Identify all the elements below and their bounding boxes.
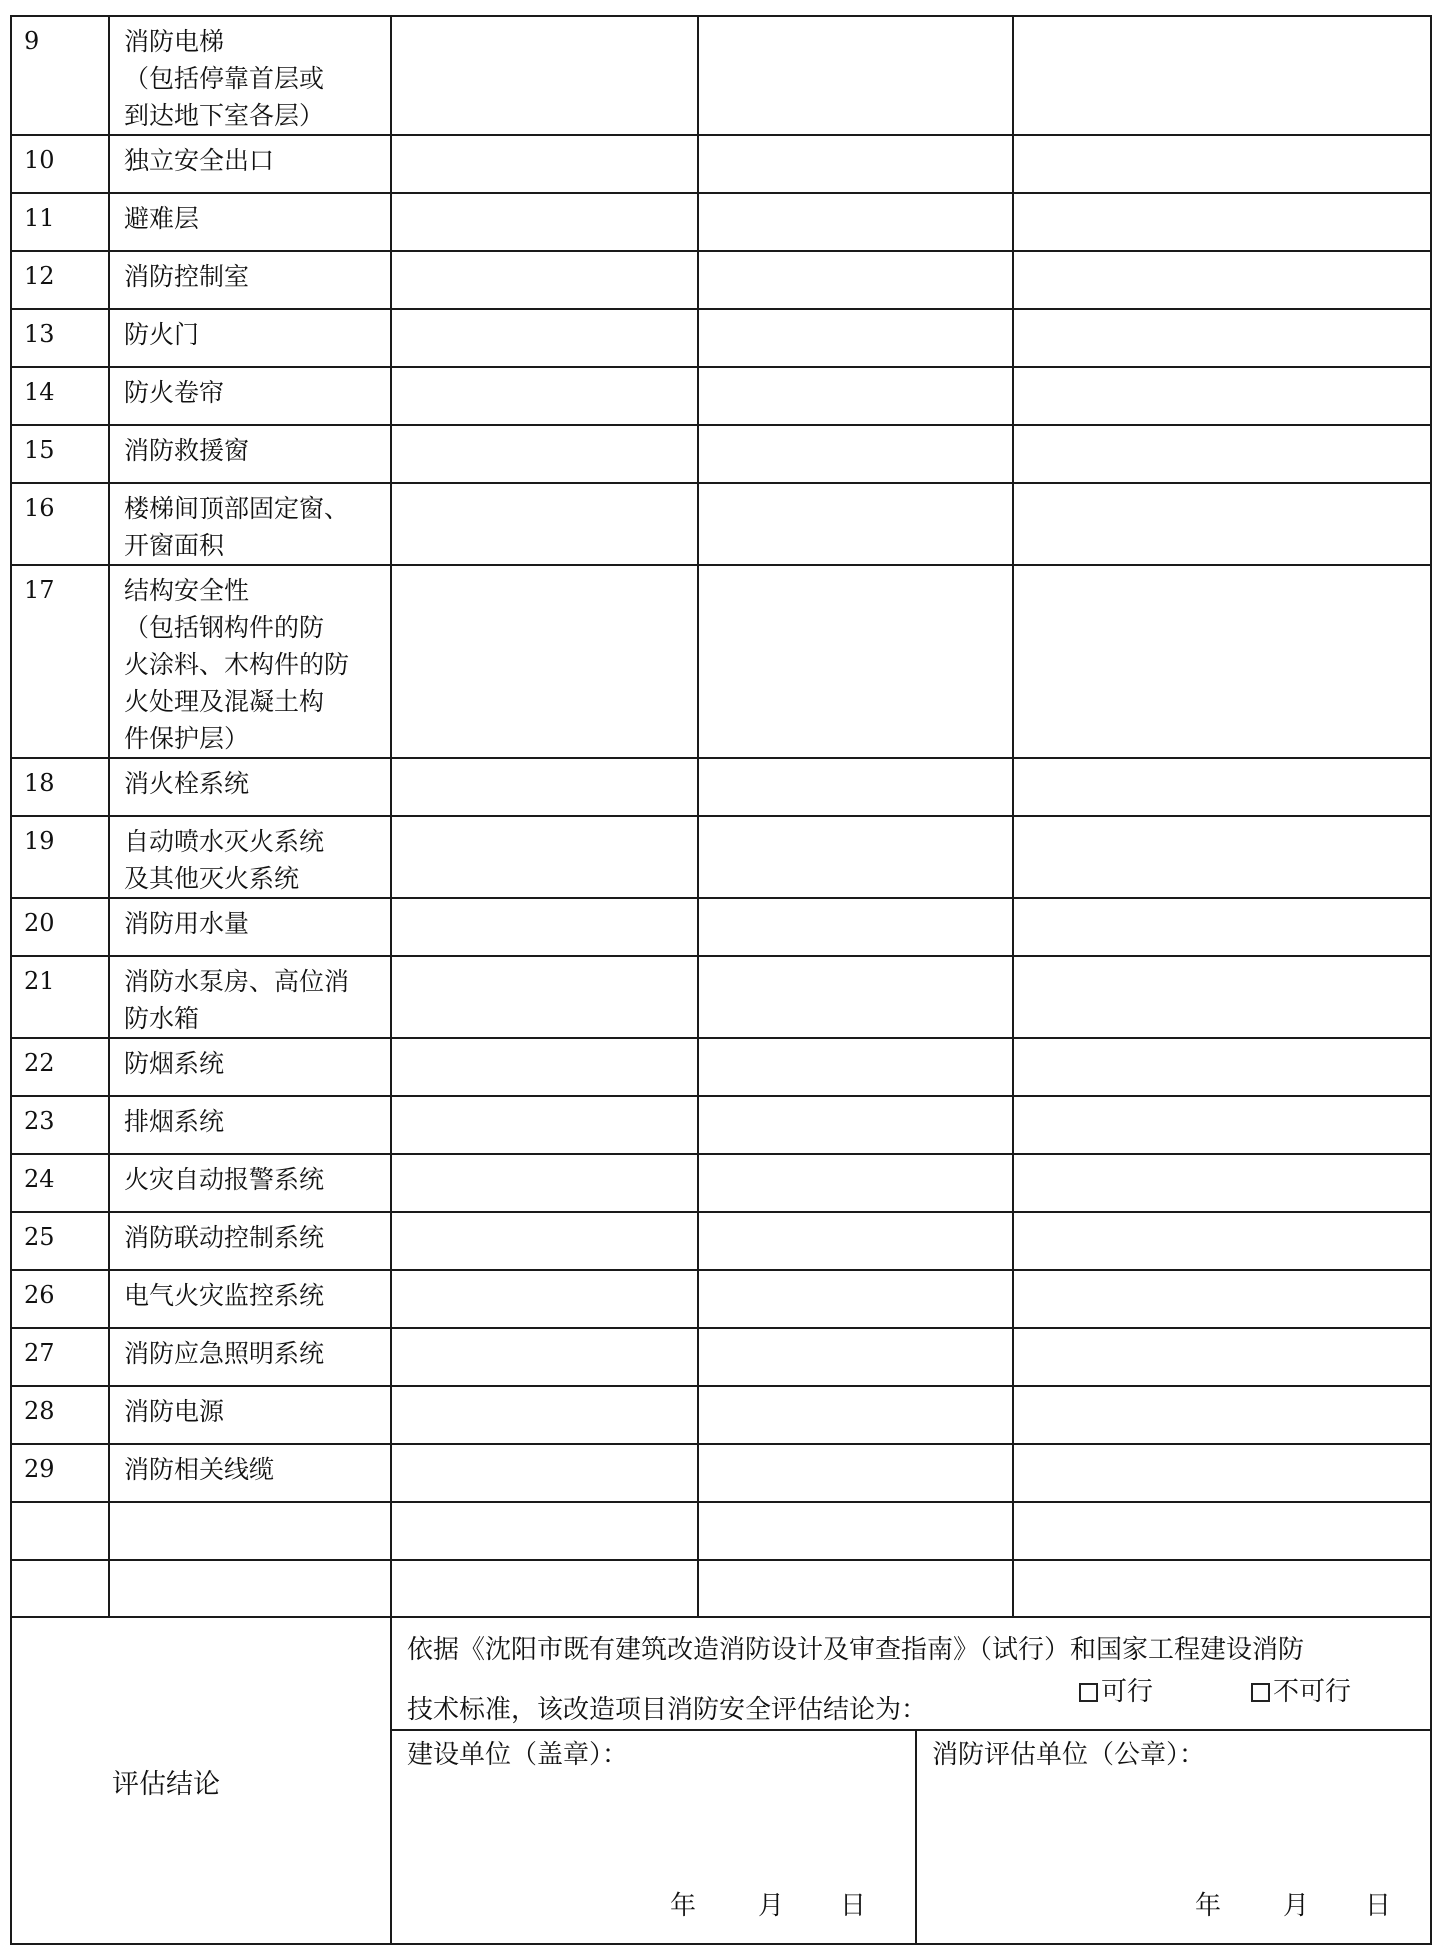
item-name-cell — [109, 1038, 391, 1096]
item-name-line: 防火卷帘 — [124, 378, 225, 407]
conclusion-label-cell — [12, 1612, 392, 1943]
table-row — [12, 1328, 1430, 1386]
table-row — [12, 251, 1430, 309]
item-name-line: 火处理及混凝土构 — [124, 687, 325, 716]
item-name-line: 自动喷水灭火系统 — [124, 827, 325, 856]
item-number: 16 — [12, 483, 109, 565]
measure-cell[interactable] — [698, 1386, 1013, 1444]
remark-cell[interactable] — [1013, 898, 1430, 956]
measure-cell[interactable] — [698, 135, 1013, 193]
item-name-cell — [109, 1154, 391, 1212]
measure-cell[interactable] — [698, 1328, 1013, 1386]
builder-date-year: 年 — [670, 1891, 697, 1921]
remark-cell[interactable] — [1013, 565, 1430, 758]
measure-cell[interactable] — [698, 816, 1013, 898]
item-number: 26 — [12, 1270, 109, 1328]
not-feasible-label: 不可行 — [1273, 1677, 1352, 1707]
remark-cell[interactable] — [1013, 1270, 1430, 1328]
item-number: 18 — [12, 758, 109, 816]
remark-cell[interactable] — [1013, 1328, 1430, 1386]
result-cell[interactable] — [391, 425, 698, 483]
measure-cell[interactable] — [698, 1154, 1013, 1212]
table-row — [12, 1560, 1430, 1617]
item-name-line: 开窗面积 — [124, 531, 225, 560]
item-number: 21 — [12, 956, 109, 1038]
result-cell[interactable] — [391, 1444, 698, 1502]
result-cell[interactable] — [391, 483, 698, 565]
table-row — [12, 565, 1430, 758]
measure-cell[interactable] — [698, 193, 1013, 251]
measure-cell[interactable] — [698, 898, 1013, 956]
result-cell[interactable] — [391, 135, 698, 193]
feasible-label: 可行 — [1101, 1677, 1154, 1707]
item-name-line: 消防电梯 — [124, 27, 225, 56]
result-cell[interactable] — [391, 1212, 698, 1270]
item-number: 25 — [12, 1212, 109, 1270]
table-row — [12, 425, 1430, 483]
table-row — [12, 367, 1430, 425]
item-name-line: 楼梯间顶部固定窗、 — [124, 494, 350, 523]
item-name-cell — [109, 1096, 391, 1154]
item-number: 17 — [12, 565, 109, 758]
remark-cell[interactable] — [1013, 758, 1430, 816]
remark-cell[interactable] — [1013, 1560, 1430, 1617]
item-name-cell — [109, 565, 391, 758]
remark-cell[interactable] — [1013, 1212, 1430, 1270]
remark-cell[interactable] — [1013, 956, 1430, 1038]
item-name-line: 排烟系统 — [124, 1107, 225, 1136]
measure-cell[interactable] — [698, 483, 1013, 565]
conclusion-section — [12, 1612, 1430, 1943]
result-cell[interactable] — [391, 1386, 698, 1444]
item-name-line: 防火门 — [124, 320, 200, 349]
measure-cell[interactable] — [698, 1444, 1013, 1502]
table-row — [12, 758, 1430, 816]
table-row — [12, 898, 1430, 956]
remark-cell[interactable] — [1013, 425, 1430, 483]
item-name-line: 到达地下室各层） — [124, 101, 325, 130]
remark-cell[interactable] — [1013, 1096, 1430, 1154]
remark-cell[interactable] — [1013, 17, 1430, 135]
item-number: 13 — [12, 309, 109, 367]
item-name-cell — [109, 135, 391, 193]
item-name-line: 及其他灭火系统 — [124, 864, 300, 893]
item-name-line: 防水箱 — [124, 1004, 200, 1033]
item-name-cell — [109, 483, 391, 565]
item-name-cell — [109, 425, 391, 483]
basis-line-2: 技术标准，该改造项目消防安全评估结论为： — [407, 1695, 928, 1725]
item-number — [12, 1560, 109, 1617]
result-cell[interactable] — [391, 1038, 698, 1096]
measure-cell[interactable] — [698, 309, 1013, 367]
item-name-line: 火灾自动报警系统 — [124, 1165, 325, 1194]
item-number: 24 — [12, 1154, 109, 1212]
item-name-line: 电气火灾监控系统 — [124, 1281, 325, 1310]
item-name-line: 结构安全性 — [124, 576, 250, 605]
measure-cell[interactable] — [698, 1212, 1013, 1270]
builder-date-month: 月 — [758, 1891, 785, 1921]
measure-cell[interactable] — [698, 17, 1013, 135]
table-row — [12, 1386, 1430, 1444]
item-name-line: 独立安全出口 — [124, 146, 275, 175]
feasible-checkbox[interactable] — [1079, 1683, 1098, 1702]
result-cell[interactable] — [391, 1328, 698, 1386]
measure-cell[interactable] — [698, 367, 1013, 425]
item-name-line: 防烟系统 — [124, 1049, 225, 1078]
measure-cell[interactable] — [698, 1502, 1013, 1560]
item-name-cell — [109, 1328, 391, 1386]
result-cell[interactable] — [391, 1560, 698, 1617]
remark-cell[interactable] — [1013, 1154, 1430, 1212]
item-number: 23 — [12, 1096, 109, 1154]
item-name-cell — [109, 193, 391, 251]
measure-cell[interactable] — [698, 758, 1013, 816]
item-name-line: 件保护层） — [124, 724, 250, 753]
table-row — [12, 1502, 1430, 1560]
assessor-date-month: 月 — [1283, 1891, 1310, 1921]
table-row — [12, 483, 1430, 565]
item-number: 29 — [12, 1444, 109, 1502]
assessment-form — [10, 15, 1432, 1945]
result-cell[interactable] — [391, 193, 698, 251]
item-number: 14 — [12, 367, 109, 425]
table-row — [12, 956, 1430, 1038]
item-number: 19 — [12, 816, 109, 898]
not-feasible-option[interactable] — [1251, 1672, 1351, 1712]
result-cell[interactable] — [391, 898, 698, 956]
measure-cell[interactable] — [698, 425, 1013, 483]
table-row — [12, 1212, 1430, 1270]
measure-cell[interactable] — [698, 251, 1013, 309]
table-row — [12, 135, 1430, 193]
item-name-cell — [109, 1212, 391, 1270]
table-row — [12, 17, 1430, 135]
item-name-line: 消防控制室 — [124, 262, 250, 291]
result-cell[interactable] — [391, 1270, 698, 1328]
item-name-cell — [109, 956, 391, 1038]
measure-cell[interactable] — [698, 1096, 1013, 1154]
assessment-items-table — [12, 17, 1430, 1618]
builder-seal-label: 建设单位（盖章）： — [407, 1740, 629, 1770]
measure-cell[interactable] — [698, 1560, 1013, 1617]
measure-cell[interactable] — [698, 1038, 1013, 1096]
remark-cell[interactable] — [1013, 309, 1430, 367]
item-name-cell — [109, 816, 391, 898]
item-name-cell — [109, 367, 391, 425]
table-body — [12, 17, 1430, 1617]
feasible-option[interactable] — [1079, 1672, 1153, 1712]
assessor-date-year: 年 — [1195, 1891, 1222, 1921]
item-name-line: 消防电源 — [124, 1397, 225, 1426]
item-name-cell — [109, 1386, 391, 1444]
item-name-cell — [109, 251, 391, 309]
remark-cell[interactable] — [1013, 367, 1430, 425]
result-cell[interactable] — [391, 758, 698, 816]
item-name-line: 火涂料、木构件的防 — [124, 650, 350, 679]
item-name-line: 消防相关线缆 — [124, 1455, 275, 1484]
measure-cell[interactable] — [698, 1270, 1013, 1328]
item-name-cell — [109, 1444, 391, 1502]
result-cell[interactable] — [391, 565, 698, 758]
table-row — [12, 1038, 1430, 1096]
result-cell[interactable] — [391, 1154, 698, 1212]
item-name-line: （包括停靠首层或 — [124, 64, 325, 93]
item-number: 20 — [12, 898, 109, 956]
measure-cell[interactable] — [698, 956, 1013, 1038]
table-row — [12, 309, 1430, 367]
remark-cell[interactable] — [1013, 135, 1430, 193]
result-cell[interactable] — [391, 17, 698, 135]
remark-cell[interactable] — [1013, 251, 1430, 309]
item-name-cell — [109, 17, 391, 135]
item-number — [12, 1502, 109, 1560]
builder-date-day: 日 — [840, 1891, 867, 1921]
builder-date — [670, 1886, 900, 1926]
item-number: 10 — [12, 135, 109, 193]
result-cell[interactable] — [391, 309, 698, 367]
result-cell[interactable] — [391, 251, 698, 309]
item-name-cell — [109, 1270, 391, 1328]
table-row — [12, 1154, 1430, 1212]
assessor-date-day: 日 — [1365, 1891, 1392, 1921]
table-row — [12, 193, 1430, 251]
item-number: 12 — [12, 251, 109, 309]
table-row — [12, 1096, 1430, 1154]
remark-cell[interactable] — [1013, 816, 1430, 898]
not-feasible-checkbox[interactable] — [1251, 1683, 1270, 1702]
item-name-line: 消防用水量 — [124, 909, 250, 938]
table-row — [12, 816, 1430, 898]
item-name-line: （包括钢构件的防 — [124, 613, 325, 642]
item-number: 22 — [12, 1038, 109, 1096]
assessor-seal-label: 消防评估单位（公章）： — [932, 1740, 1206, 1770]
item-name-line: 消火栓系统 — [124, 769, 250, 798]
item-name-cell — [109, 898, 391, 956]
item-name-cell — [109, 1560, 391, 1617]
item-number: 27 — [12, 1328, 109, 1386]
remark-cell[interactable] — [1013, 193, 1430, 251]
result-cell[interactable] — [391, 956, 698, 1038]
item-name-line: 消防联动控制系统 — [124, 1223, 325, 1252]
conclusion-label: 评估结论 — [112, 1769, 220, 1800]
measure-cell[interactable] — [698, 565, 1013, 758]
table-row — [12, 1444, 1430, 1502]
table-row — [12, 1270, 1430, 1328]
basis-line-1: 依据《沈阳市既有建筑改造消防设计及审查指南》（试行）和国家工程建设消防 — [407, 1635, 1305, 1665]
result-cell[interactable] — [391, 1096, 698, 1154]
item-number: 9 — [12, 17, 109, 135]
item-name-line: 消防应急照明系统 — [124, 1339, 325, 1368]
remark-cell[interactable] — [1013, 483, 1430, 565]
item-name-line: 消防水泵房、高位消 — [124, 967, 350, 996]
result-cell[interactable] — [391, 816, 698, 898]
result-cell[interactable] — [391, 367, 698, 425]
result-cell[interactable] — [391, 1502, 698, 1560]
remark-cell[interactable] — [1013, 1444, 1430, 1502]
remark-cell[interactable] — [1013, 1038, 1430, 1096]
item-name-cell — [109, 1502, 391, 1560]
item-name-cell — [109, 758, 391, 816]
item-number: 28 — [12, 1386, 109, 1444]
remark-cell[interactable] — [1013, 1502, 1430, 1560]
remark-cell[interactable] — [1013, 1386, 1430, 1444]
item-name-line: 避难层 — [124, 204, 200, 233]
assessor-date — [1195, 1886, 1425, 1926]
item-name-line: 消防救援窗 — [124, 436, 250, 465]
item-name-cell — [109, 309, 391, 367]
item-number: 15 — [12, 425, 109, 483]
item-number: 11 — [12, 193, 109, 251]
